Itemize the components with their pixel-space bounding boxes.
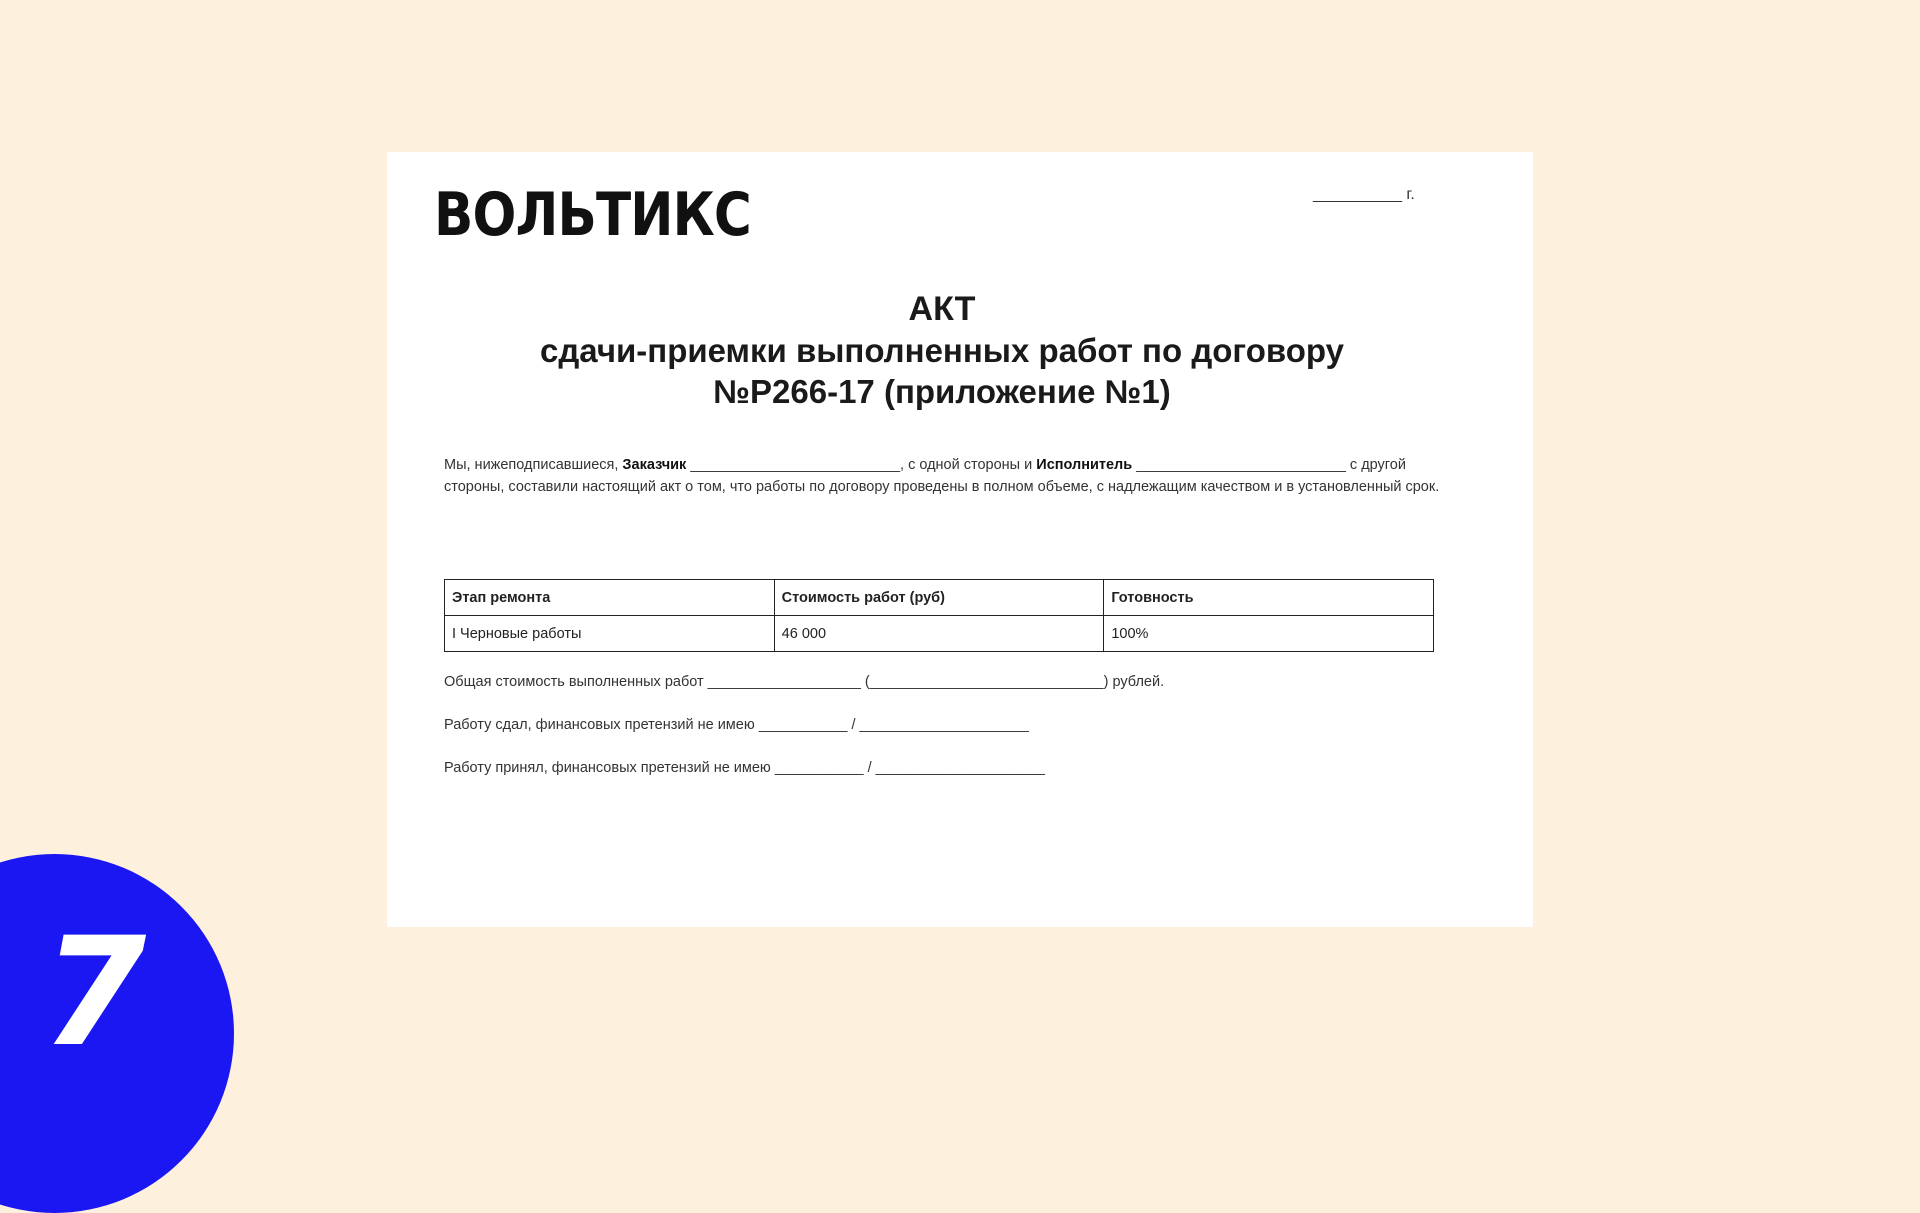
intro-part-1: Мы, нижеподписавшиеся, xyxy=(444,457,623,473)
intro-part-2: __________________________, с одной стороны и xyxy=(686,457,1037,473)
table-row xyxy=(445,616,1434,652)
cell-stage: I Черновые работы xyxy=(445,616,775,652)
company-logo: ВОЛЬТИКС xyxy=(434,180,751,250)
document-page xyxy=(387,152,1533,927)
cell-cost: 46 000 xyxy=(774,616,1104,652)
total-cost-line: Общая стоимость выполненных работ ___________________ (_____________________________) рублей. xyxy=(444,674,1165,690)
customer-label: Заказчик xyxy=(622,457,687,473)
intro-paragraph xyxy=(444,455,1444,498)
cell-readiness: 100% xyxy=(1104,616,1434,652)
handed-over-line: Работу сдал, финансовых претензий не имею ___________ / _____________________ xyxy=(444,717,1029,733)
title-line-3: №Р266-17 (приложение №1) xyxy=(713,373,1171,410)
stages-table xyxy=(444,579,1434,652)
title-line-2: сдачи-приемки выполненных работ по договору xyxy=(540,332,1344,369)
accepted-line: Работу принял, финансовых претензий не имею ___________ / _____________________ xyxy=(444,760,1045,776)
title-line-1: АКТ xyxy=(908,290,976,328)
document-title xyxy=(387,288,1497,412)
intro-part-3: __________________________ с другой стороны, составили настоящий акт о том, что работы по договору проведены в полном объеме, с надлежащим качеством и в установленный срок. xyxy=(444,457,1440,495)
table-header-row xyxy=(445,580,1434,616)
header-cost: Стоимость работ (руб) xyxy=(774,580,1104,616)
contractor-label: Исполнитель xyxy=(1036,457,1133,473)
step-number: 7 xyxy=(42,906,147,1080)
header-stage: Этап ремонта xyxy=(445,580,775,616)
date-line: __________ г. xyxy=(1313,186,1415,203)
header-readiness: Готовность xyxy=(1104,580,1434,616)
